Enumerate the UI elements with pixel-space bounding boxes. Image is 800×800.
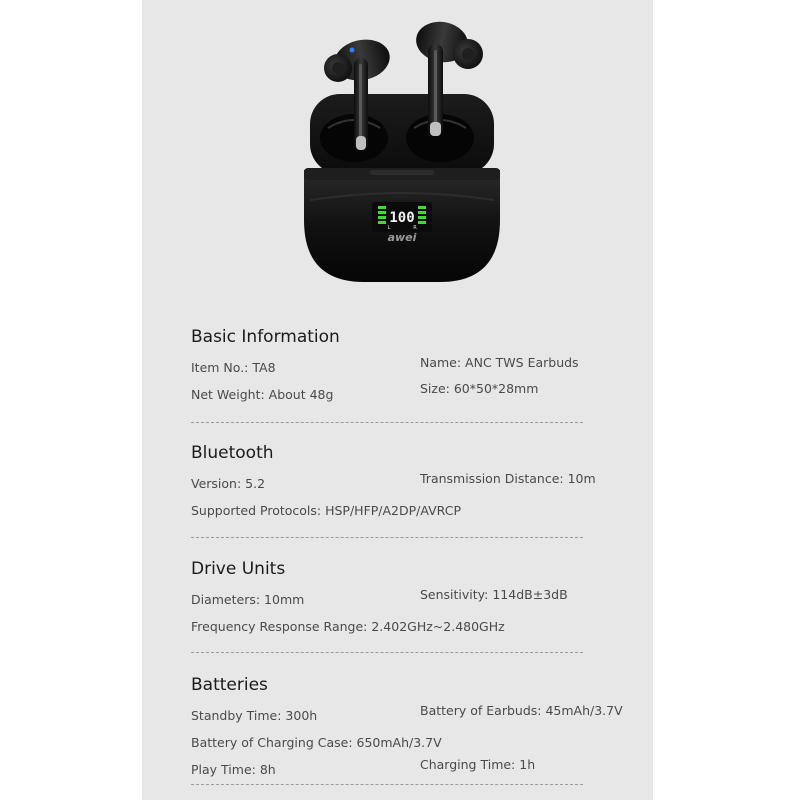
- spec-panel: [142, 0, 653, 800]
- battery-percentage: 100: [389, 210, 415, 226]
- battery-led-display: [372, 202, 432, 232]
- product-name: Name: ANC TWS Earbuds: [420, 355, 579, 370]
- supported-protocols: Supported Protocols: HSP/HFP/A2DP/AVRCP: [191, 503, 462, 518]
- brand-logo: awei: [387, 231, 417, 244]
- bluetooth-title: Bluetooth: [191, 443, 274, 463]
- item-number: Item No.: TA8: [191, 360, 276, 375]
- charging-time: Charging Time: 1h: [420, 757, 536, 772]
- bluetooth-version: Version: 5.2: [191, 476, 266, 491]
- drive-units-title: Drive Units: [191, 559, 286, 579]
- transmission-distance: Transmission Distance: 10m: [420, 471, 596, 486]
- standby-time: Standby Time: 300h: [191, 708, 318, 723]
- right-indicator: R: [413, 225, 417, 231]
- section-divider: [191, 784, 583, 785]
- section-divider: [191, 537, 583, 538]
- earbuds-battery: Battery of Earbuds: 45mAh/3.7V: [420, 703, 623, 718]
- section-divider: [191, 652, 583, 653]
- sensitivity: Sensitivity: 114dB±3dB: [420, 587, 568, 602]
- product-size: Size: 60*50*28mm: [420, 381, 539, 396]
- basic-information-title: Basic Information: [191, 327, 340, 347]
- batteries-title: Batteries: [191, 675, 268, 695]
- play-time: Play Time: 8h: [191, 762, 276, 777]
- section-divider: [191, 422, 583, 423]
- driver-diameters: Diameters: 10mm: [191, 592, 305, 607]
- charging-case-cradle: [310, 94, 494, 174]
- charging-case-battery: Battery of Charging Case: 650mAh/3.7V: [191, 735, 442, 750]
- net-weight: Net Weight: About 48g: [191, 387, 334, 402]
- frequency-response-range: Frequency Response Range: 2.402GHz~2.480GHz: [191, 619, 505, 634]
- earbuds-product-image: [292, 10, 512, 290]
- left-indicator: L: [387, 225, 391, 231]
